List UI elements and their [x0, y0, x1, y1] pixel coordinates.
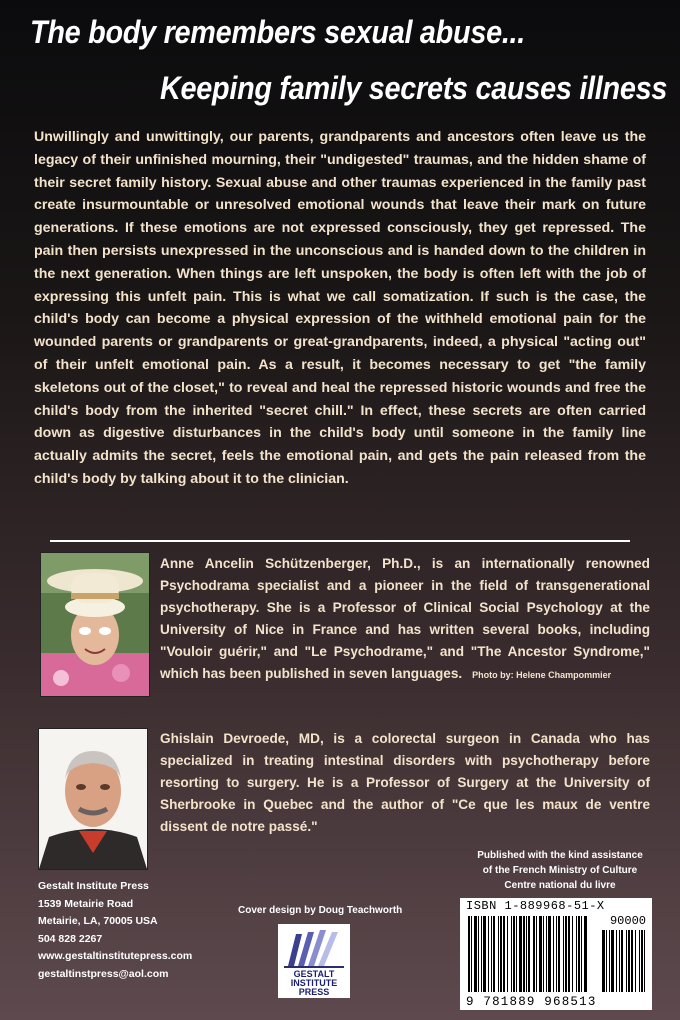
- cover-design-credit: Cover design by Doug Teachworth: [238, 905, 403, 916]
- author2-photo: [38, 728, 148, 870]
- assistance-line2: of the French Ministry of Culture: [482, 865, 638, 876]
- author1-bio-text: Anne Ancelin Schützenberger, Ph.D., is an internationally renowned Psychodrama specialist and a pioneer in the field of transgenerational psychotherapy. She is a Professor of Clinical Social Psychology at the University of Nice in France and has written several books, including "Vouloir guérir," and "Le Psychodrame," and "The Ancestor Syndrome," which has been published in seven languages.: [160, 556, 650, 681]
- logo-text-line2: INSTITUTE: [290, 978, 338, 988]
- back-cover-description: Unwillingly and unwittingly, our parents, grandparents and ancestors often leave us the legacy of their unfinished mourning, their "undigested" traumas, and the hidden shame of their secret family history. Sexual abuse and other traumas experienced in the family past create insurmountable or unresolved emotional wounds that leave their mark on future generations. If these emotions are not expressed consciously, they get repressed. The pain then persists unexpressed in the unconscious and is handed down to the children in the next generation. When things are left unspoken, the body is often left with the job of expressing this unfelt pain. This is what we call somatization. If such is the case, the child's body can become a physical expression of the withheld emotional pain for the wounded parents or grandparents or great-grandparents, indeed, a physical "acting out" of their unfelt emotional pain. As a result, it becomes necessary to get "the family skeletons out of the closet," to reveal and heal the repressed historic wounds and free the child's body from the inherited "secret chill." In effect, these secrets are often carried down as digestive disturbances in the child's body until someone in the family line actually admits the secret, feels the emotional pain, and gets the pain released from the child's body by talking about it to the clinician.: [34, 129, 646, 487]
- isbn-number: ISBN 1-889968-51-X: [466, 899, 605, 913]
- publisher-name: Gestalt Institute Press: [38, 880, 149, 892]
- photo-credit: Photo by: Helene Champommier: [472, 670, 612, 680]
- title-line-2: Keeping family secrets causes illness: [160, 70, 668, 106]
- author1-bio: [160, 553, 650, 686]
- assistance-line3: Centre national du livre: [504, 880, 616, 891]
- publication-assistance: [470, 848, 650, 893]
- gestalt-institute-press-logo: [278, 924, 350, 998]
- title-line-1: The body remembers sexual abuse...: [30, 14, 526, 50]
- publisher-info: [38, 878, 192, 983]
- logo-text-line3: PRESS: [298, 987, 330, 997]
- price-addon: 90000: [609, 914, 646, 928]
- publisher-website: www.gestaltinstitutepress.com: [38, 950, 193, 962]
- ean-number: 9 781889 968513: [466, 995, 597, 1009]
- divider: [50, 540, 630, 542]
- isbn-barcode: [460, 898, 652, 1010]
- author1-photo: [40, 552, 150, 697]
- publisher-street: 1539 Metairie Road: [38, 897, 134, 910]
- publisher-email: gestaltinstpress@aol.com: [38, 967, 169, 980]
- logo-text-line1: GESTALT: [293, 969, 335, 979]
- author2-bio: Ghislain Devroede, MD, is a colorectal surgeon in Canada who has specialized in treating intestinal disorders with psychotherapy before resorting to surgery. He is a Professor of Surgery at the University of Sherbrooke in Quebec and the author of "Ce que les maux de ventre dissent de notre passé.": [160, 731, 650, 834]
- publisher-phone: 504 828 2267: [38, 932, 103, 945]
- barcode-bars: [460, 898, 652, 1010]
- assistance-line1: Published with the kind assistance: [477, 850, 643, 861]
- publisher-city: Metairie, LA, 70005 USA: [38, 915, 158, 927]
